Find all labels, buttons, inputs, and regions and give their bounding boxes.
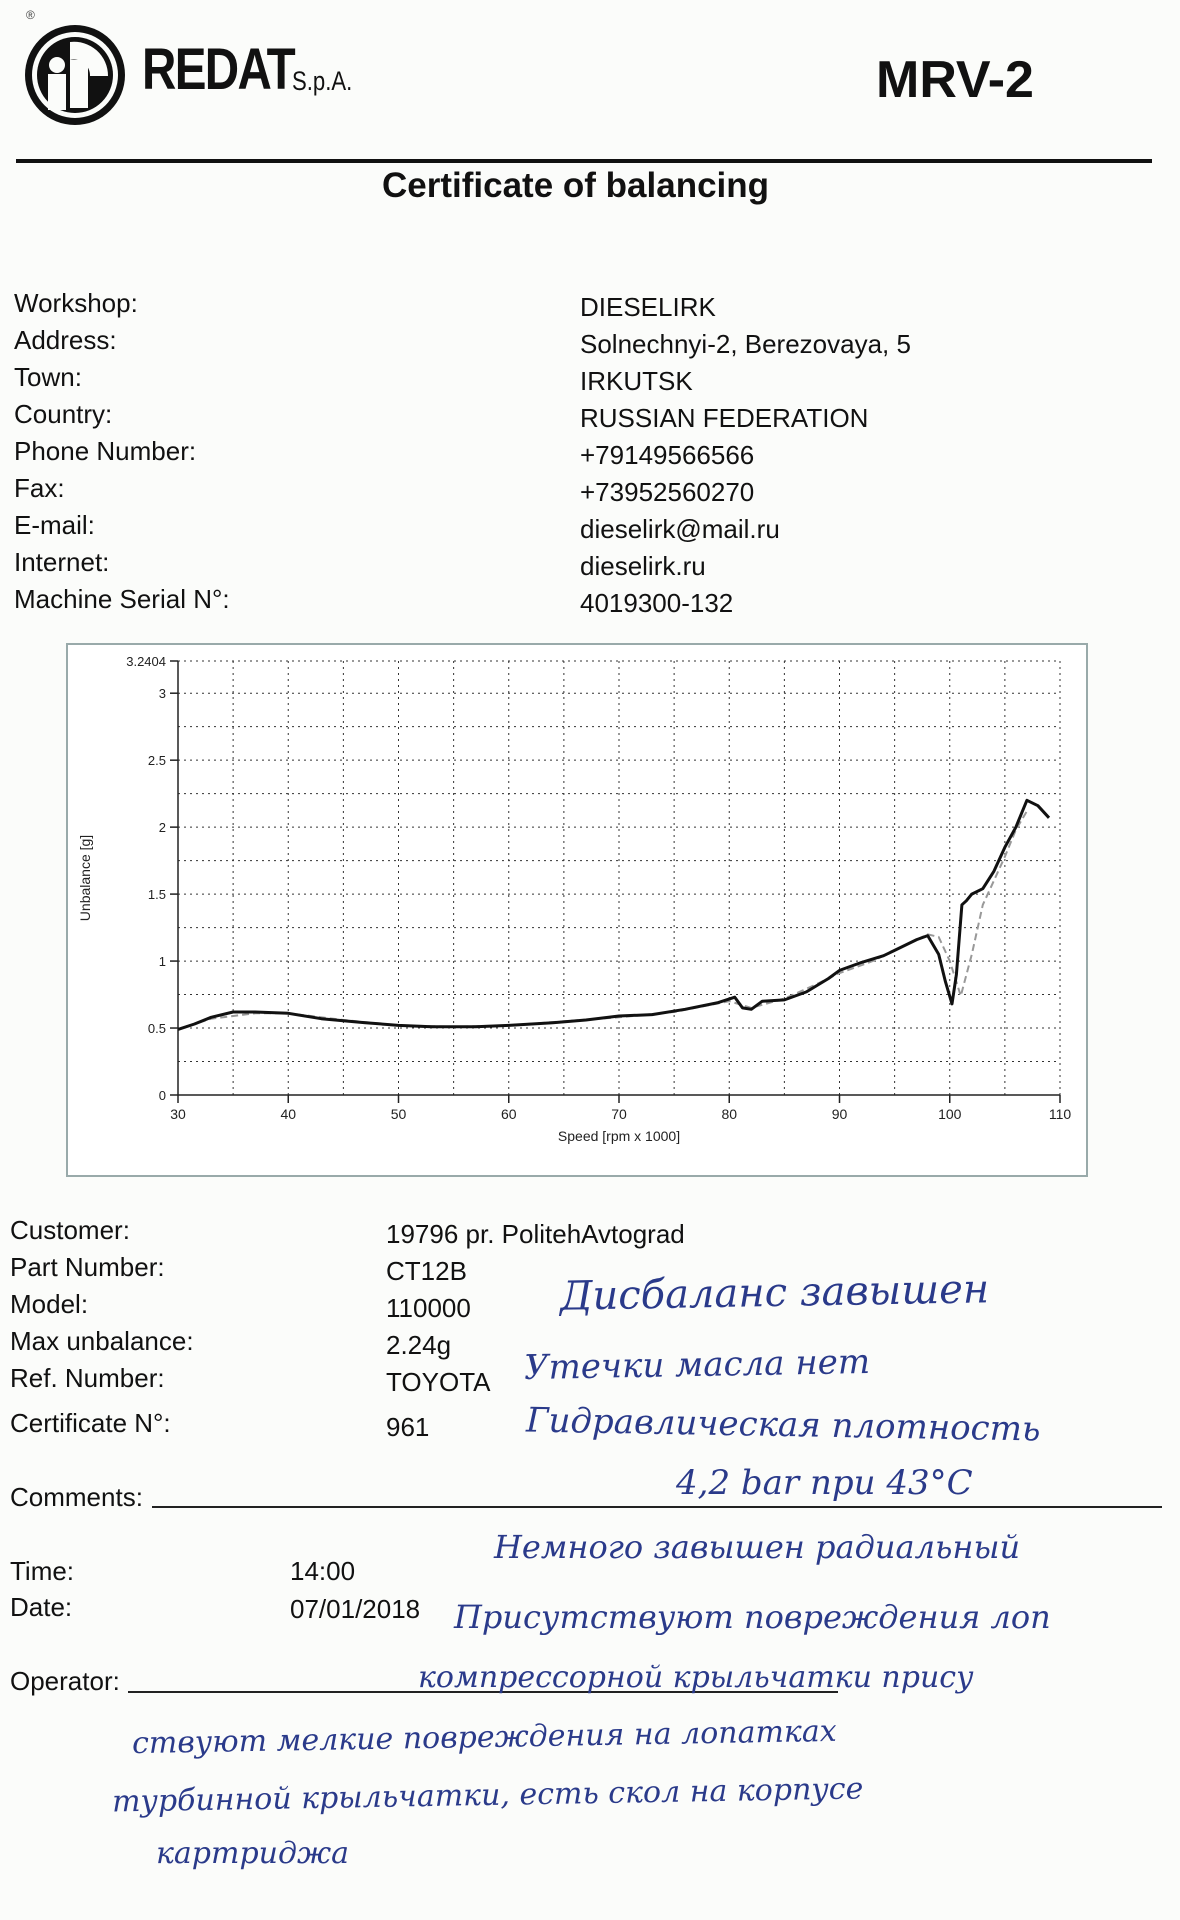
comments-label: Comments:	[10, 1482, 143, 1512]
date-value: 07/01/2018	[290, 1594, 421, 1624]
x-tick-label: 30	[170, 1106, 186, 1122]
customer-label: Customer:	[10, 1215, 130, 1245]
x-tick-label: 110	[1048, 1106, 1072, 1122]
x-axis-label: Speed [rpm x 1000]	[557, 1128, 681, 1144]
operator-label: Operator:	[10, 1666, 120, 1696]
max-unbalance-value: 2.24g	[386, 1330, 452, 1360]
internet-value: dieselirk.ru	[580, 551, 706, 581]
page-title: Certificate of balancing	[382, 166, 770, 205]
handwritten-line: картриджа	[156, 1836, 349, 1871]
ref-number-value: TOYOTA	[386, 1367, 491, 1397]
internet-label: Internet:	[14, 547, 110, 577]
registered-mark: ®	[26, 8, 35, 22]
header-rule	[16, 159, 1152, 163]
measured-series-line	[178, 800, 1049, 1029]
serial-value: 4019300-132	[580, 588, 734, 618]
customer-value: 19796 pr. PolitehAvtograd	[386, 1219, 685, 1249]
town-value: IRKUTSK	[580, 366, 693, 396]
address-label: Address:	[14, 325, 117, 355]
workshop-value: DIESELIRK	[580, 292, 716, 322]
handwritten-line: Гидравлическая плотность	[525, 1400, 1041, 1450]
reference-series-line	[178, 811, 1027, 1029]
y-axis-label: Unbalance [g]	[77, 834, 93, 922]
x-tick-label: 40	[280, 1106, 297, 1122]
part-number-value: CT12B	[386, 1256, 467, 1286]
handwritten-line: Дисбаланс завышен	[559, 1266, 990, 1320]
fax-label: Fax:	[14, 473, 65, 503]
phone-label: Phone Number:	[14, 436, 197, 466]
model-value: 110000	[386, 1293, 471, 1323]
fax-value: +73952560270	[580, 477, 755, 507]
part-number-label: Part Number:	[10, 1252, 165, 1282]
handwritten-line: Присутствуют повреждения лоп	[454, 1598, 1051, 1636]
max-unbalance-label: Max unbalance:	[10, 1326, 194, 1356]
y-tick-label: 0	[158, 1088, 166, 1103]
model-label: Model:	[10, 1289, 89, 1319]
time-value: 14:00	[290, 1556, 356, 1586]
x-tick-label: 70	[611, 1106, 627, 1122]
brand-suffix: S.p.A.	[292, 66, 353, 96]
date-label: Date:	[10, 1592, 73, 1622]
x-tick-label: 80	[721, 1106, 738, 1122]
handwritten-line: Утечки масла нет	[523, 1341, 871, 1389]
handwritten-line: 4,2 bar при 43°С	[676, 1463, 973, 1503]
country-value: RUSSIAN FEDERATION	[580, 403, 869, 433]
handwritten-line: компрессорной крыльчатки прису	[418, 1660, 974, 1695]
certificate-number-value: 961	[386, 1412, 430, 1442]
redat-logo-icon	[20, 20, 130, 130]
unbalance-chart	[66, 643, 1088, 1177]
handwritten-line: Немного завышен радиальный	[494, 1528, 1021, 1566]
model-code: MRV-2	[876, 51, 1034, 109]
time-label: Time:	[10, 1556, 75, 1586]
brand-name: REDAT	[142, 37, 295, 102]
y-tick-label: 2.5	[147, 753, 166, 769]
address-value: Solnechnyi-2, Berezovaya, 5	[580, 329, 911, 359]
y-tick-label: 3	[158, 686, 166, 702]
email-label: E-mail:	[14, 510, 95, 540]
y-tick-label: 2	[158, 820, 166, 836]
ref-number-label: Ref. Number:	[10, 1363, 165, 1393]
workshop-label: Workshop:	[14, 288, 138, 318]
x-tick-label: 50	[390, 1106, 407, 1122]
comments-line	[152, 1506, 1162, 1508]
x-tick-label: 100	[938, 1106, 962, 1122]
y-tick-label: 3.2404	[126, 654, 166, 669]
phone-value: +79149566566	[580, 440, 755, 470]
x-tick-label: 90	[831, 1106, 848, 1122]
certificate-number-label: Certificate N°:	[10, 1408, 171, 1438]
email-value: dieselirk@mail.ru	[580, 514, 780, 544]
y-tick-label: 0.5	[147, 1021, 166, 1037]
town-label: Town:	[14, 362, 82, 392]
y-tick-label: 1	[158, 954, 166, 970]
x-tick-label: 60	[500, 1106, 517, 1122]
handwritten-line: ствуют мелкие повреждения на лопатках	[131, 1713, 837, 1762]
y-tick-label: 1.5	[147, 887, 166, 903]
serial-label: Machine Serial N°:	[14, 584, 230, 614]
country-label: Country:	[14, 399, 113, 429]
handwritten-line: турбинной крыльчатки, есть скол на корпусе	[111, 1771, 864, 1820]
